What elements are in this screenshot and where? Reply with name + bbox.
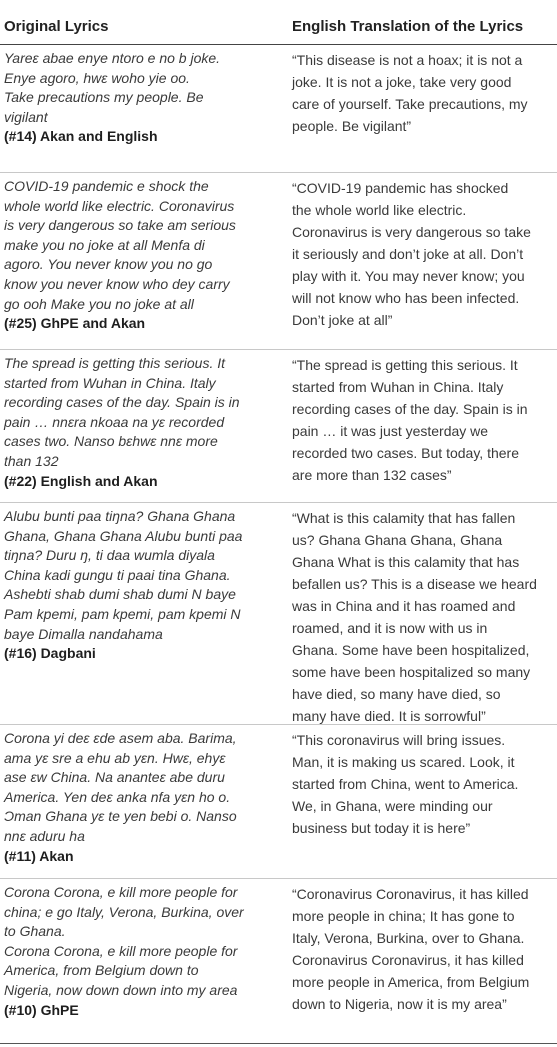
- translation-line: Italy, Verona, Burkina, over to Ghana.: [292, 930, 525, 946]
- english-translation-cell: [292, 883, 554, 1015]
- translation-line: many have died. It is sorrowful”: [292, 708, 486, 724]
- original-lyrics-line: China kadi gungu ti paai tina Ghana.: [4, 566, 231, 583]
- translation-line: recorded two cases. But today, there: [292, 445, 519, 461]
- translation-line: care of yourself. Take precautions, my: [292, 96, 528, 112]
- translation-line: “What is this calamity that has fallen: [292, 510, 516, 526]
- translation-line: We, in Ghana, were minding our: [292, 798, 493, 814]
- translation-line: Coronavirus Coronavirus, it has killed: [292, 952, 524, 968]
- song-source-label: (#25) GhPE and Akan: [4, 315, 146, 332]
- translation-line: was in China and it has roamed and: [292, 598, 516, 614]
- translation-line: are more than 132 cases”: [292, 467, 452, 483]
- translation-line: joke. It is not a joke, take very good: [292, 74, 512, 90]
- original-lyrics-line: make you no joke at all Menfa di: [4, 236, 205, 253]
- translation-line: Man, it is making us scared. Look, it: [292, 754, 515, 770]
- translation-line: started from China, went to America.: [292, 776, 519, 792]
- original-lyrics-line: go ooh Make you no joke at all: [4, 295, 194, 312]
- original-lyrics-line: baye Dimalla nandahama: [4, 625, 163, 642]
- table-row: [0, 503, 557, 725]
- original-lyrics-line: Ashebti shab dumi shab dumi N baye: [4, 586, 236, 603]
- table-row: [0, 173, 557, 350]
- english-translation-cell: [292, 177, 554, 331]
- translation-line: Ghana What is this calamity that has: [292, 554, 520, 570]
- original-lyrics-line: to Ghana.: [4, 923, 66, 940]
- original-lyrics-line: whole world like electric. Coronavirus: [4, 197, 235, 214]
- original-lyrics-line: America, from Belgium down to: [4, 962, 199, 979]
- original-lyrics-line: Corona yi deɛ ɛde asem aba. Barima,: [4, 730, 237, 746]
- original-lyrics-line: than 132: [4, 452, 59, 469]
- original-lyrics-cell: [4, 354, 286, 491]
- translation-line: roamed, and it is now with us in: [292, 620, 488, 636]
- translation-line: befallen us? This is a disease we heard: [292, 576, 537, 592]
- original-lyrics-line: started from Wuhan in China. Italy: [4, 374, 216, 391]
- translation-line: down to Nigeria, now it is my area”: [292, 996, 507, 1012]
- original-lyrics-line: Ghana, Ghana Ghana Alubu bunti paa: [4, 527, 243, 544]
- original-lyrics-line: recording cases of the day. Spain is in: [4, 394, 240, 411]
- original-lyrics-line: Corona Corona, e kill more people for: [4, 884, 238, 900]
- table-row: [0, 725, 557, 879]
- original-lyrics-line: Corona Corona, e kill more people for: [4, 942, 238, 959]
- song-source-label: (#10) GhPE: [4, 1001, 79, 1018]
- header-english-translation: English Translation of the Lyrics: [292, 18, 524, 35]
- original-lyrics-cell: [4, 507, 286, 664]
- original-lyrics-cell: [4, 49, 286, 147]
- original-lyrics-line: Yareɛ abae enye ntoro e no b joke.: [4, 50, 221, 66]
- original-lyrics-cell: [4, 729, 286, 866]
- original-lyrics-cell: [4, 883, 286, 1020]
- original-lyrics-line: Ɔman Ghana yɛ te yen bebi o. Nanso: [4, 808, 237, 825]
- table-row: [0, 350, 557, 503]
- english-translation-cell: [292, 49, 554, 137]
- original-lyrics-line: Enye agoro, hwɛ woho yie oo.: [4, 69, 190, 86]
- translation-line: it seriously and don’t joke at all. Don’t: [292, 246, 524, 262]
- song-source-label: (#11) Akan: [4, 847, 74, 864]
- original-lyrics-line: pain … nnɛra nkoaa na yɛ recorded: [4, 413, 225, 430]
- song-source-label: (#16) Dagbani: [4, 645, 96, 662]
- original-lyrics-line: know you never know who dey carry: [4, 275, 230, 292]
- original-lyrics-line: ase ɛw China. Na ananteɛ abe duru: [4, 769, 225, 786]
- header-original-lyrics: Original Lyrics: [4, 18, 109, 35]
- translation-line: more people in America, from Belgium: [292, 974, 530, 990]
- translation-line: Coronavirus is very dangerous so take: [292, 224, 531, 240]
- translation-line: us? Ghana Ghana Ghana, Ghana: [292, 532, 503, 548]
- original-lyrics-line: ama yɛ sre a ehu ab yɛn. Hwɛ, ehyɛ: [4, 749, 226, 766]
- translation-line: play with it. You may never know; you: [292, 268, 525, 284]
- original-lyrics-line: Nigeria, now down down into my area: [4, 981, 238, 998]
- translation-line: “COVID-19 pandemic has shocked: [292, 180, 509, 196]
- song-source-label: (#22) English and Akan: [4, 472, 158, 489]
- translation-line: people. Be vigilant”: [292, 118, 412, 134]
- original-lyrics-line: agoro. You never know you no go: [4, 256, 213, 273]
- translation-line: business but today it is here”: [292, 820, 471, 836]
- translation-line: Don’t joke at all”: [292, 312, 393, 328]
- translation-line: “This disease is not a hoax; it is not a: [292, 52, 523, 68]
- original-lyrics-line: nnɛ aduru ha: [4, 827, 85, 844]
- translation-line: “Coronavirus Coronavirus, it has killed: [292, 886, 529, 902]
- original-lyrics-line: cases two. Nanso bɛhwɛ nnɛ more: [4, 433, 218, 450]
- translation-line: started from Wuhan in China. Italy: [292, 379, 504, 395]
- original-lyrics-line: COVID-19 pandemic e shock the: [4, 178, 209, 194]
- original-lyrics-line: Alubu bunti paa tiŋna? Ghana Ghana: [4, 508, 236, 524]
- original-lyrics-line: china; e go Italy, Verona, Burkina, over: [4, 903, 244, 920]
- original-lyrics-line: The spread is getting this serious. It: [4, 355, 225, 371]
- original-lyrics-line: vigilant: [4, 108, 48, 125]
- translation-line: “The spread is getting this serious. It: [292, 357, 518, 373]
- table-row: [0, 879, 557, 1044]
- original-lyrics-line: is very dangerous so take am serious: [4, 217, 236, 234]
- translation-line: Ghana. Some have been hospitalized,: [292, 642, 530, 658]
- english-translation-cell: [292, 729, 554, 839]
- translation-line: more people in china; It has gone to: [292, 908, 515, 924]
- table-row: [0, 45, 557, 173]
- original-lyrics-line: Take precautions my people. Be: [4, 89, 204, 106]
- original-lyrics-line: America. Yen deɛ anka nfa yɛn ho o.: [4, 788, 231, 805]
- original-lyrics-cell: [4, 177, 286, 334]
- english-translation-cell: [292, 354, 554, 486]
- song-source-label: (#14) Akan and English: [4, 128, 158, 145]
- translation-line: some have been hospitalized so many: [292, 664, 531, 680]
- original-lyrics-line: tiŋna? Duru ŋ, ti daa wumla diyala: [4, 547, 215, 564]
- translation-line: pain … it was just yesterday we: [292, 423, 489, 439]
- translation-line: recording cases of the day. Spain is in: [292, 401, 528, 417]
- original-lyrics-line: Pam kpemi, pam kpemi, pam kpemi N: [4, 605, 241, 622]
- table-header: [0, 0, 557, 45]
- translation-line: will not know who has been infected.: [292, 290, 520, 306]
- translation-line: have died, so many have died, so: [292, 686, 501, 702]
- english-translation-cell: [292, 507, 554, 727]
- translation-line: “This coronavirus will bring issues.: [292, 732, 506, 748]
- translation-line: the whole world like electric.: [292, 202, 467, 218]
